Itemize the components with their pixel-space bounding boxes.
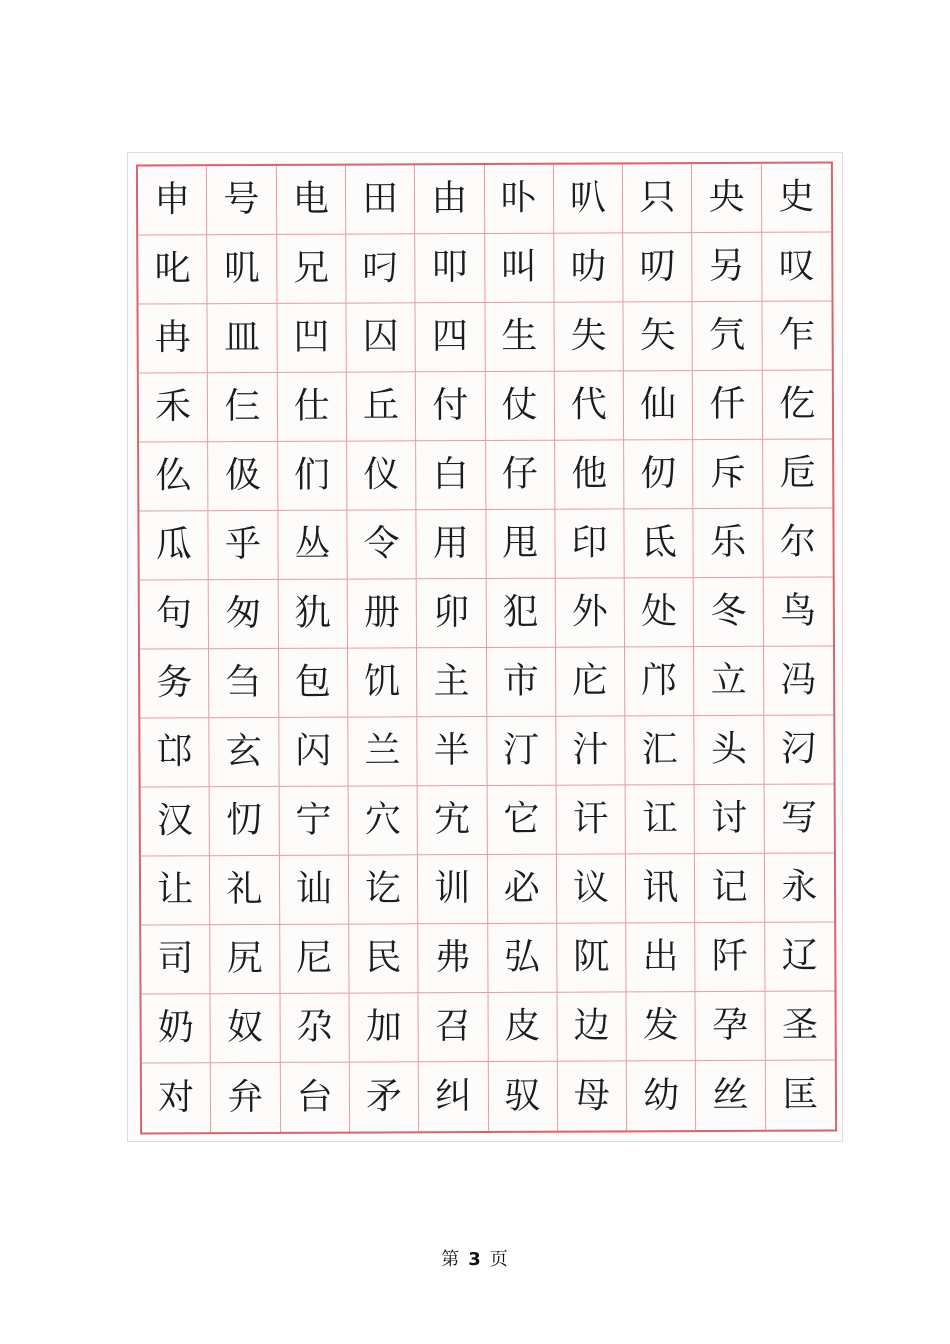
character-cell: 汁	[556, 716, 626, 785]
character-cell: 记	[695, 854, 765, 923]
character-cell: 犯	[486, 579, 556, 648]
character-cell: 斥	[693, 440, 763, 509]
character-cell: 申	[138, 166, 208, 235]
character-cell: 卟	[484, 165, 554, 234]
character-cell: 出	[626, 923, 696, 992]
character-cell: 弗	[418, 924, 488, 993]
character-cell: 纠	[419, 1062, 489, 1131]
character-cell: 禾	[139, 373, 209, 442]
character-cell: 宁	[279, 787, 349, 856]
character-cell: 让	[141, 856, 211, 925]
character-cell: 阡	[696, 923, 766, 992]
character-cell: 冬	[694, 578, 764, 647]
character-cell: 边	[557, 992, 627, 1061]
character-cell: 辽	[765, 922, 835, 991]
character-cell: 电	[276, 166, 346, 235]
character-cell: 囚	[346, 303, 416, 372]
character-cell: 兄	[277, 235, 347, 304]
character-cell: 号	[207, 166, 277, 235]
character-cell: 讫	[349, 855, 419, 924]
character-cell: 叭	[554, 164, 624, 233]
character-cell: 尻	[211, 925, 281, 994]
character-cell: 四	[416, 303, 486, 372]
character-cell: 包	[279, 649, 349, 718]
character-cell: 氕	[693, 302, 763, 371]
character-cell: 皿	[208, 304, 278, 373]
character-cell: 令	[347, 510, 417, 579]
character-cell: 只	[623, 164, 693, 233]
character-cell: 汉	[141, 787, 211, 856]
character-cell: 弁	[211, 1063, 281, 1132]
character-cell: 用	[417, 510, 487, 579]
character-cell: 幼	[627, 1061, 697, 1130]
character-cell: 兰	[348, 717, 418, 786]
character-cell: 匆	[209, 580, 279, 649]
character-cell: 市	[487, 648, 557, 717]
character-cell: 母	[558, 1061, 628, 1130]
character-cell: 白	[416, 441, 486, 510]
character-cell: 汇	[625, 716, 695, 785]
character-cell: 讧	[626, 785, 696, 854]
character-cell: 对	[142, 1063, 212, 1132]
character-cell: 尔	[763, 508, 833, 577]
character-grid	[136, 161, 837, 1134]
character-cell: 宄	[418, 786, 488, 855]
character-cell: 司	[141, 925, 211, 994]
character-cell: 圣	[765, 991, 835, 1060]
character-cell: 必	[487, 855, 557, 924]
character-cell: 叻	[554, 233, 624, 302]
character-cell: 庀	[556, 647, 626, 716]
character-cell: 句	[140, 580, 210, 649]
page-number-prefix: 第	[441, 1249, 461, 1270]
character-cell: 汀	[487, 717, 557, 786]
character-cell: 仡	[762, 370, 832, 439]
character-cell: 仞	[624, 440, 694, 509]
practice-sheet	[127, 152, 843, 1142]
character-cell: 生	[485, 303, 555, 372]
character-cell: 民	[349, 924, 419, 993]
character-cell: 头	[695, 716, 765, 785]
character-cell: 它	[487, 786, 557, 855]
character-cell: 奶	[142, 994, 212, 1063]
character-cell: 犰	[278, 580, 348, 649]
character-cell: 讨	[695, 785, 765, 854]
character-cell: 凹	[277, 304, 347, 373]
character-cell: 代	[555, 371, 625, 440]
character-cell: 丝	[696, 1061, 766, 1130]
character-cell: 冉	[138, 304, 208, 373]
character-cell: 们	[278, 442, 348, 511]
character-cell: 叼	[346, 234, 416, 303]
character-cell: 仟	[693, 371, 763, 440]
character-cell: 仔	[486, 441, 556, 510]
character-cell: 冯	[764, 646, 834, 715]
character-cell: 仪	[347, 441, 417, 510]
page-number	[0, 1245, 950, 1271]
character-cell: 仕	[277, 373, 347, 442]
character-cell: 务	[140, 649, 210, 718]
character-cell: 由	[415, 165, 485, 234]
character-cell: 丘	[347, 372, 417, 441]
character-cell: 匡	[782, 1074, 819, 1116]
character-cell: 失	[554, 302, 624, 371]
character-cell: 玄	[210, 718, 280, 787]
character-cell: 伋	[208, 442, 278, 511]
character-cell: 尼	[280, 925, 350, 994]
character-cell: 忉	[210, 787, 280, 856]
character-cell: 立	[694, 647, 764, 716]
character-cell: 台	[280, 1063, 350, 1132]
character-cell: 尕	[280, 994, 350, 1063]
character-cell: 召	[419, 993, 489, 1062]
character-cell: 矢	[624, 302, 694, 371]
character-cell: 加	[349, 993, 419, 1062]
character-cell: 叩	[415, 234, 485, 303]
character-cell: 饥	[348, 648, 418, 717]
character-cell: 礼	[210, 856, 280, 925]
character-cell: 印	[555, 509, 625, 578]
character-cell: 讦	[556, 785, 626, 854]
character-cell: 主	[417, 648, 487, 717]
character-cell: 外	[555, 578, 625, 647]
character-cell: 皮	[488, 993, 558, 1062]
character-cell: 乍	[762, 301, 832, 370]
character-cell: 仗	[485, 372, 555, 441]
character-cell: 史	[762, 163, 832, 232]
character-cell: 刍	[209, 649, 279, 718]
character-cell: 孕	[696, 992, 766, 1061]
character-cell: 发	[627, 992, 697, 1061]
character-cell: 央	[692, 164, 762, 233]
character-cell: 半	[417, 717, 487, 786]
character-cell: 训	[418, 855, 488, 924]
page-number-suffix: 页	[489, 1249, 509, 1270]
character-cell: 矛	[350, 1062, 420, 1131]
character-cell: 他	[555, 440, 625, 509]
character-cell: 付	[416, 372, 486, 441]
page-number-value: 3	[468, 1249, 482, 1270]
character-cell: 瓜	[139, 511, 209, 580]
character-cell: 写	[764, 784, 834, 853]
character-cell: 仨	[208, 373, 278, 442]
character-cell: 仫	[139, 442, 209, 511]
character-cell: 穴	[348, 786, 418, 855]
character-cell: 叽	[207, 235, 277, 304]
character-cell: 乎	[209, 511, 279, 580]
character-cell: 奴	[211, 994, 281, 1063]
character-cell: 弘	[488, 924, 558, 993]
character-cell: 乐	[694, 509, 764, 578]
character-cell: 叱	[138, 235, 208, 304]
character-cell: 卯	[417, 579, 487, 648]
character-cell: 阢	[557, 923, 627, 992]
character-cell: 田	[346, 165, 416, 234]
character-cell: 叨	[623, 233, 693, 302]
character-cell: 汈	[764, 715, 834, 784]
character-cell: 讪	[279, 856, 349, 925]
character-cell: 永	[765, 853, 835, 922]
character-cell: 另	[693, 233, 763, 302]
character-cell: 氐	[624, 509, 694, 578]
character-cell: 仙	[624, 371, 694, 440]
character-cell: 处	[625, 578, 695, 647]
character-cell: 册	[348, 579, 418, 648]
character-cell: 丛	[278, 511, 348, 580]
character-cell: 邝	[625, 647, 695, 716]
character-cell: 叫	[485, 234, 555, 303]
character-cell: 甩	[486, 510, 556, 579]
character-cell: 闪	[279, 718, 349, 787]
character-cell: 鸟	[763, 577, 833, 646]
character-cell: 讯	[626, 854, 696, 923]
character-cell: 卮	[763, 439, 833, 508]
character-cell: 议	[557, 854, 627, 923]
character-cell: 驭	[488, 1062, 558, 1131]
character-cell: 叹	[762, 232, 832, 301]
character-cell: 邙	[140, 718, 210, 787]
